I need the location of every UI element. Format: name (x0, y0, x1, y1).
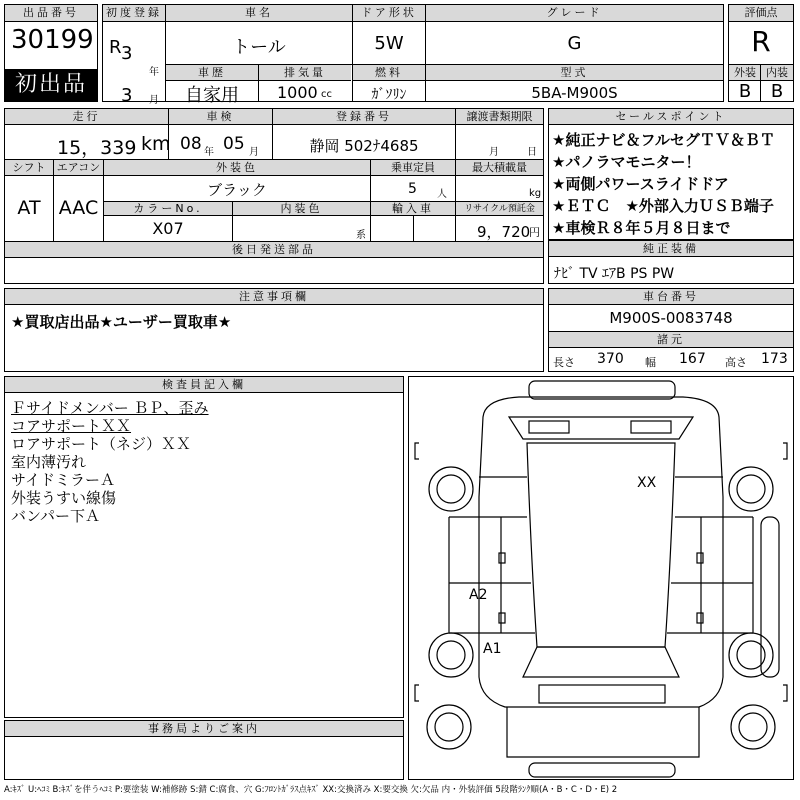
sales-points-label: セールスポイント (549, 109, 793, 125)
month-unit: 月 (149, 95, 159, 106)
chassis-number: M900S-0083748 (609, 309, 733, 327)
lot-label: 出品番号 (5, 5, 97, 22)
car-diagram (408, 376, 794, 780)
width: 167 (679, 351, 706, 367)
era: R (109, 37, 122, 58)
fuel-label: 燃料 (353, 65, 425, 81)
plate-label: 登録番号 (273, 109, 455, 125)
ac: AAC (58, 197, 99, 219)
car-name: トール (232, 37, 286, 58)
first-reg-year: 3 (121, 43, 133, 64)
inspector-line-1: Ｆサイドメンバー ＢＰ、歪み (11, 399, 209, 417)
mark-a1: A1 (483, 641, 502, 657)
int-color-unit: 系 (356, 230, 366, 241)
inspection-month-unit: 月 (249, 147, 259, 158)
model-label: 型式 (426, 65, 723, 81)
exterior-grade: B (738, 81, 752, 102)
recycle-label: リサイクル預託金 (456, 202, 543, 216)
chassis-label: 車台番号 (549, 289, 793, 305)
grade: G (567, 33, 582, 54)
color-no: X07 (152, 219, 184, 238)
score: R (751, 25, 771, 58)
inspector-line-4: 室内薄汚れ (11, 453, 87, 471)
sales-point-3: ★両側パワースライドドア (552, 175, 729, 193)
length-label: 長さ (553, 356, 575, 369)
plate: 静岡 502ﾅ4685 (309, 137, 419, 155)
inspection-label: 車検 (169, 109, 272, 125)
notes-box (4, 288, 544, 372)
fuel: ｶﾞｿﾘﾝ (371, 87, 407, 103)
int-color-label: 内装色 (233, 202, 370, 216)
docs-label: 譲渡書類期限 (456, 109, 543, 125)
color-no-label: カラーNo. (104, 202, 232, 216)
width-label: 幅 (645, 356, 656, 369)
color-label: 外装色 (104, 160, 370, 176)
mark-xx: XX (637, 475, 657, 491)
displacement-label: 排気量 (259, 65, 351, 81)
sales-point-2: ★パノラマモニター！ (552, 153, 701, 171)
inspection-year-unit: 年 (204, 147, 214, 158)
exterior-label: 外装 (729, 65, 761, 81)
door-type: 5W (374, 33, 404, 54)
displacement-unit: cc (321, 89, 332, 100)
door-label: ドア形状 (353, 5, 425, 22)
equipment-label: 純正装備 (549, 241, 793, 257)
year-unit: 年 (149, 67, 159, 78)
notes: ★買取店出品★ユーザー買取車★ (11, 313, 232, 331)
score-box (728, 4, 794, 102)
load-unit: kg (529, 188, 542, 199)
inspection-year: 08 (180, 134, 202, 154)
grade-label: グレード (426, 5, 723, 22)
mileage-label: 走行 (5, 109, 168, 125)
sales-point-5: ★車検Ｒ８年５月８日まで (552, 219, 731, 237)
later-parts-label: 後日発送部品 (5, 242, 543, 258)
load-label: 最大積載量 (456, 160, 543, 176)
office-box (4, 720, 404, 780)
height: 173 (761, 351, 788, 367)
inspector-line-2: コアサポートＸＸ (11, 417, 132, 435)
capacity-label: 乗車定員 (371, 160, 455, 176)
inspector-line-6: 外装うすい線傷 (11, 489, 117, 507)
docs-day-unit: 日 (527, 147, 537, 158)
mileage-unit: km (141, 133, 171, 155)
import-label: 輸入車 (371, 202, 455, 216)
sales-points-box (548, 108, 794, 240)
color: ブラック (207, 181, 267, 199)
first-listing-badge: 初出品 (5, 69, 97, 101)
shift-label: シフト (5, 160, 53, 176)
equipment: ﾅﾋﾞ TV ｴｱB PS PW (554, 266, 675, 282)
mark-a2: A2 (469, 587, 488, 603)
inspector-box (4, 376, 404, 718)
recycle: 9，720 (477, 223, 531, 241)
history-label: 車歴 (166, 65, 258, 81)
history: 自家用 (185, 85, 239, 106)
car-name-label: 車名 (166, 5, 352, 22)
docs-month-unit: 月 (489, 147, 499, 158)
model: 5BA-M900S (531, 84, 618, 102)
lot-number: 30199 (11, 25, 94, 55)
sales-point-4: ★ＥＴＣ ★外部入力ＵＳＢ端子 (552, 197, 774, 215)
dimensions-label: 諸元 (549, 332, 793, 348)
notes-label: 注意事項欄 (5, 289, 543, 305)
equipment-box (548, 240, 794, 284)
capacity-unit: 人 (437, 189, 447, 200)
first-reg-month: 3 (121, 85, 133, 106)
office-label: 事務局よりご案内 (5, 721, 403, 737)
mileage: 15，339 (57, 137, 137, 159)
header-grid (102, 4, 724, 106)
ac-label: エアコン (54, 160, 103, 176)
legend: A:ｷｽﾞ U:ﾍｺﾐ B:ｷｽﾞを伴うﾍｺﾐ P:要塗装 W:補修跡 S:錆 C:腐食、穴 G:ﾌﾛﾝﾄｶﾞﾗｽ点ｷｽﾞ XX:交換済み X:要交換 欠:欠品 内・外装評価 5段階ﾗﾝｸ順(A・B・C・D・E) 2 (4, 785, 618, 795)
chassis-box (548, 288, 794, 372)
car-diagram-svg (409, 377, 793, 779)
interior-label: 内装 (761, 65, 793, 81)
capacity: 5 (408, 181, 417, 197)
info-grid (4, 108, 544, 284)
interior-grade: B (770, 81, 784, 102)
inspector-line-7: バンパー下Ａ (11, 507, 100, 525)
recycle-unit: 円 (529, 226, 540, 239)
inspector-label: 検査員記入欄 (5, 377, 403, 393)
score-label: 評価点 (729, 5, 793, 22)
inspector-line-5: サイドミラーＡ (11, 471, 115, 489)
height-label: 高さ (725, 356, 747, 369)
inspector-line-3: ロアサポート（ネジ）ＸＸ (11, 435, 192, 453)
displacement: 1000 (277, 83, 318, 102)
first-reg-label: 初度登録 (103, 5, 165, 22)
length: 370 (597, 351, 624, 367)
inspection-month: 05 (223, 134, 245, 154)
sales-point-1: ★純正ナビ＆フルセグＴＶ＆ＢＴ (552, 131, 775, 149)
shift: AT (17, 197, 41, 219)
lot-box (4, 4, 98, 102)
